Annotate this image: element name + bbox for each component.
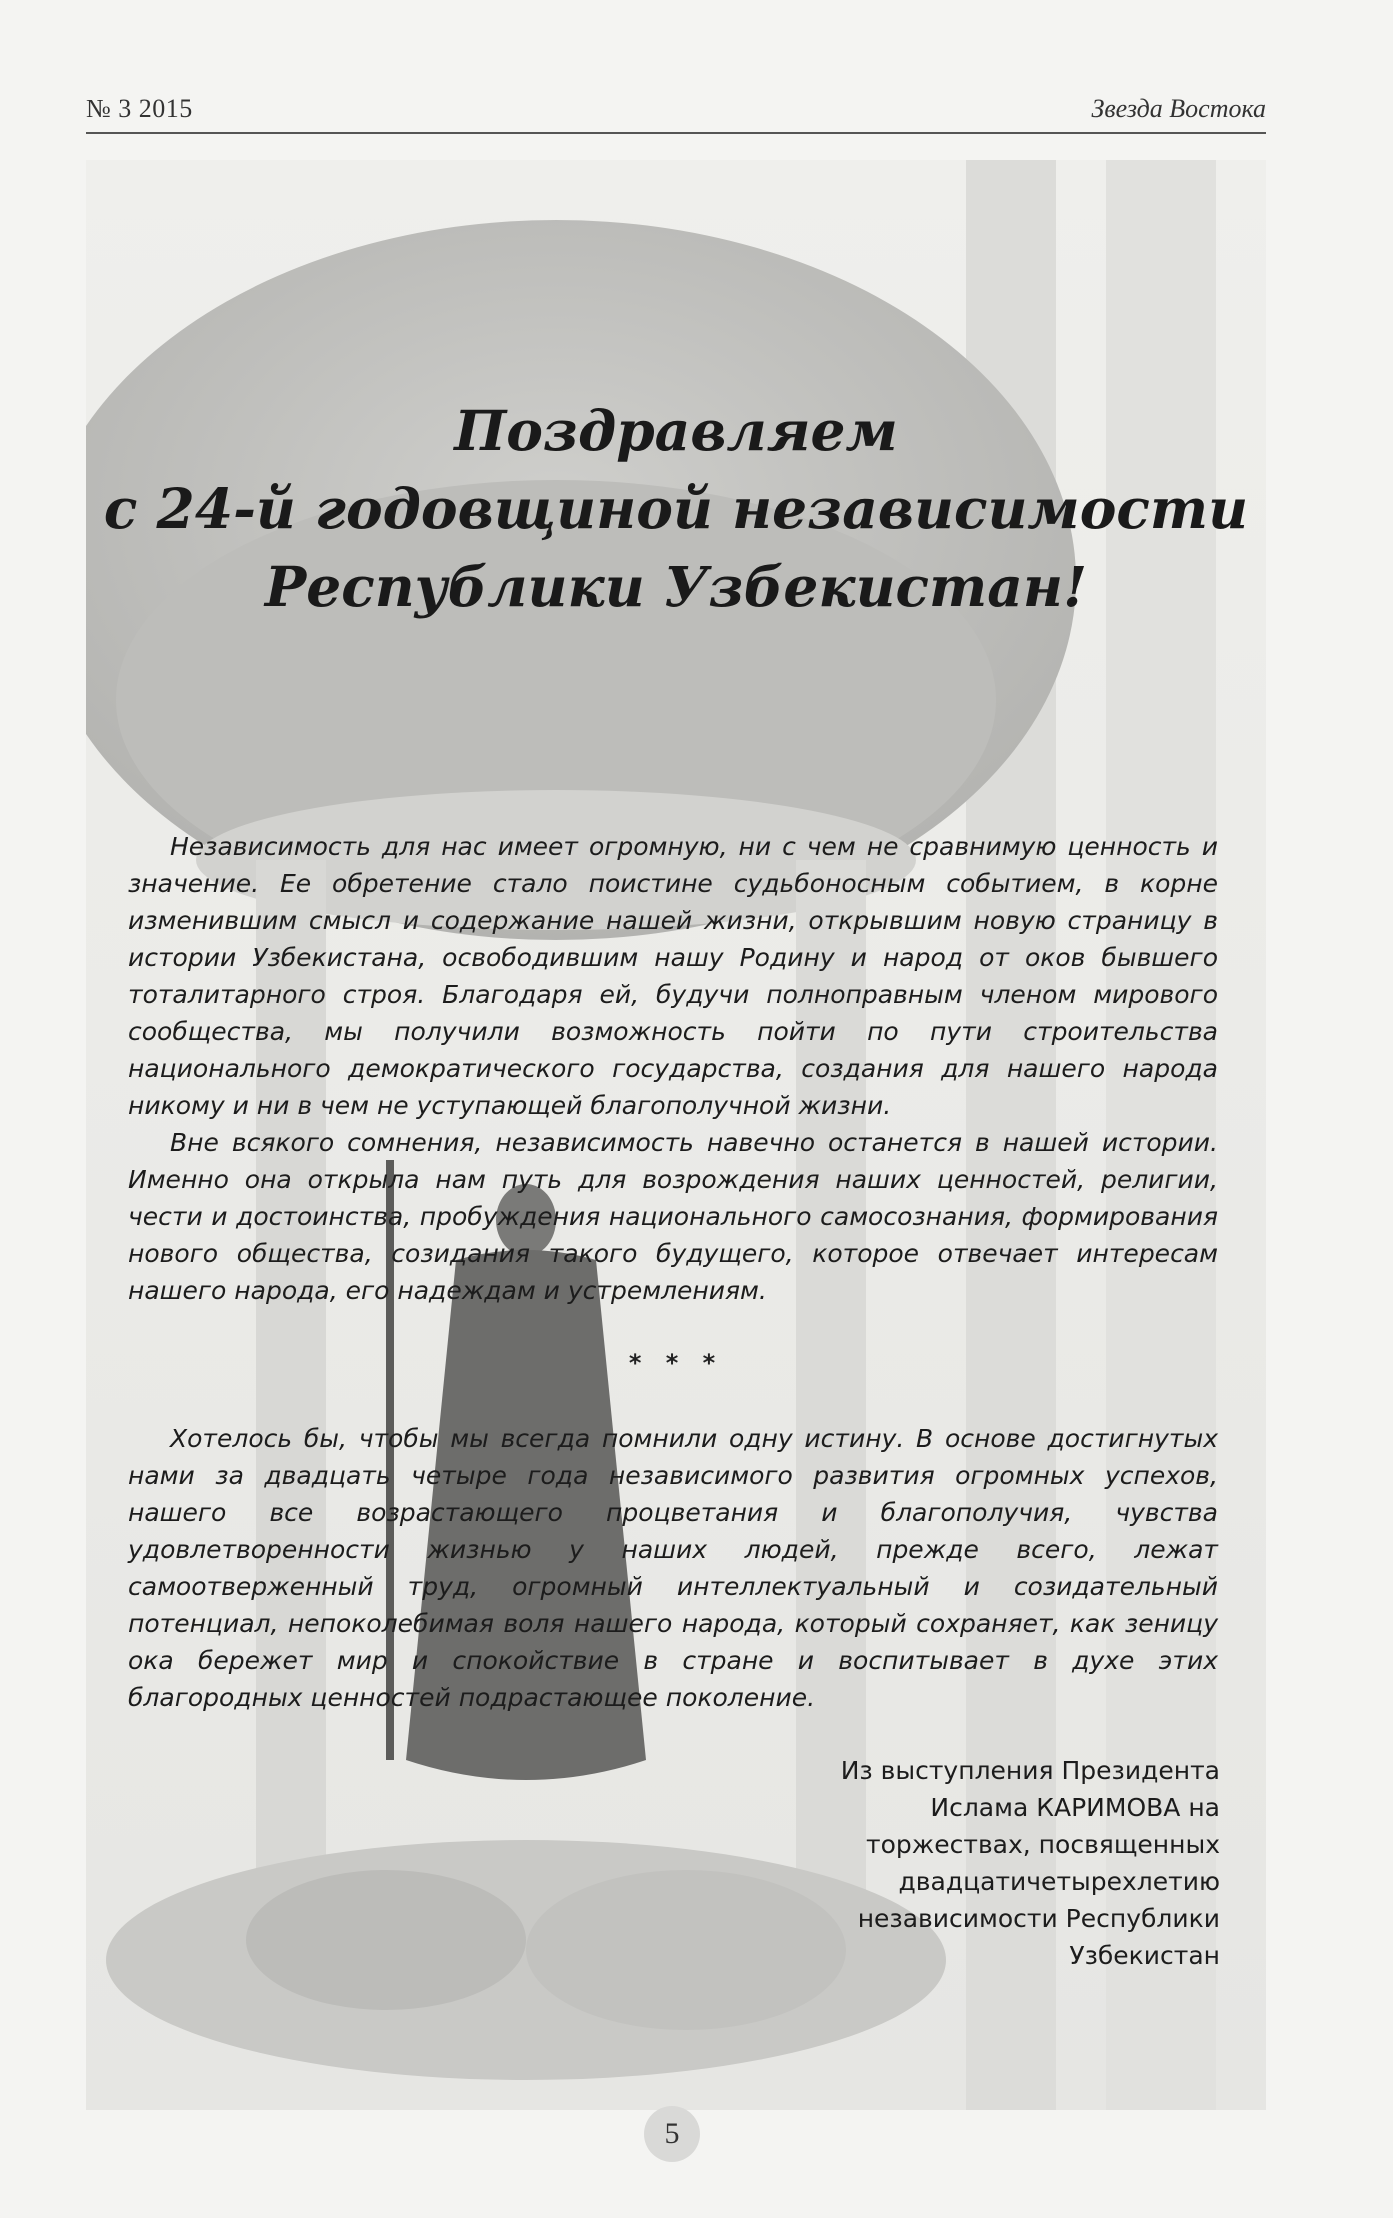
body-block-1 (128, 828, 1218, 1309)
section-separator: * * * (628, 1349, 724, 1377)
attribution (700, 1752, 1220, 1974)
magazine-title: Звезда Востока (1091, 94, 1266, 123)
page-number: 5 (644, 2106, 700, 2162)
attribution-line-5: независимости Республики (857, 1904, 1220, 1933)
headline (86, 392, 1266, 626)
paragraph-1: Независимость для нас имеет огромную, ни с чем не сравнимую ценность и значение. Ее обретение стало поистине судьбоносным событием, в корне изменившим смысл и содержание нашей жизни, открывшим новую страницу в истории Узбекистана, освободившим нашу Родину и народ от оков бывшего тоталитарного строя. Благодаря ей, будучи полноправным членом мирового сообщества, мы получили возможность пойти по пути строительства национального демократического государства, создания для нашего народа никому и ни в чем не уступающей благополучной жизни. (128, 832, 1218, 1120)
page-header (86, 92, 1266, 132)
attribution-line-2: Ислама КАРИМОВА на (930, 1793, 1220, 1822)
attribution-line-3: торжествах, посвященных (866, 1830, 1220, 1859)
headline-line-2: с 24-й годовщиной независимости (103, 476, 1249, 541)
headline-line-1: Поздравляем (454, 398, 898, 463)
attribution-line-6: Узбекистан (1069, 1941, 1220, 1970)
headline-line-3: Республики Узбекистан! (264, 554, 1088, 619)
attribution-line-1: Из выступления Президента (840, 1756, 1220, 1785)
attribution-line-4: двадцатичетырехлетию (898, 1867, 1220, 1896)
header-divider (86, 132, 1266, 134)
paragraph-3: Хотелось бы, чтобы мы всегда помнили одну истину. В основе достигнутых нами за двадцать четыре года независимого развития огромных успехов, нашего все возрастающего процветания и благополучия, чувства удовлетворенности жизнью у наших людей, прежде всего, лежат самоотверженный труд, огромный интеллектуальный и созидательный потенциал, непоколебимая воля нашего народа, который сохраняет, как зеницу ока бережет мир и спокойствие в стране и воспитывает в духе этих благородных ценностей подрастающее поколение. (128, 1424, 1218, 1712)
issue-number: № 3 2015 (86, 94, 193, 123)
paragraph-2: Вне всякого сомнения, независимость навечно останется в нашей истории. Именно она открыла нам путь для возрождения наших ценностей, религии, чести и достоинства, пробуждения национального самосознания, формирования нового общества, созидания такого будущего, которое отвечает интересам нашего народа, его надеждам и устремлениям. (128, 1128, 1218, 1305)
body-block-2 (128, 1420, 1218, 1716)
